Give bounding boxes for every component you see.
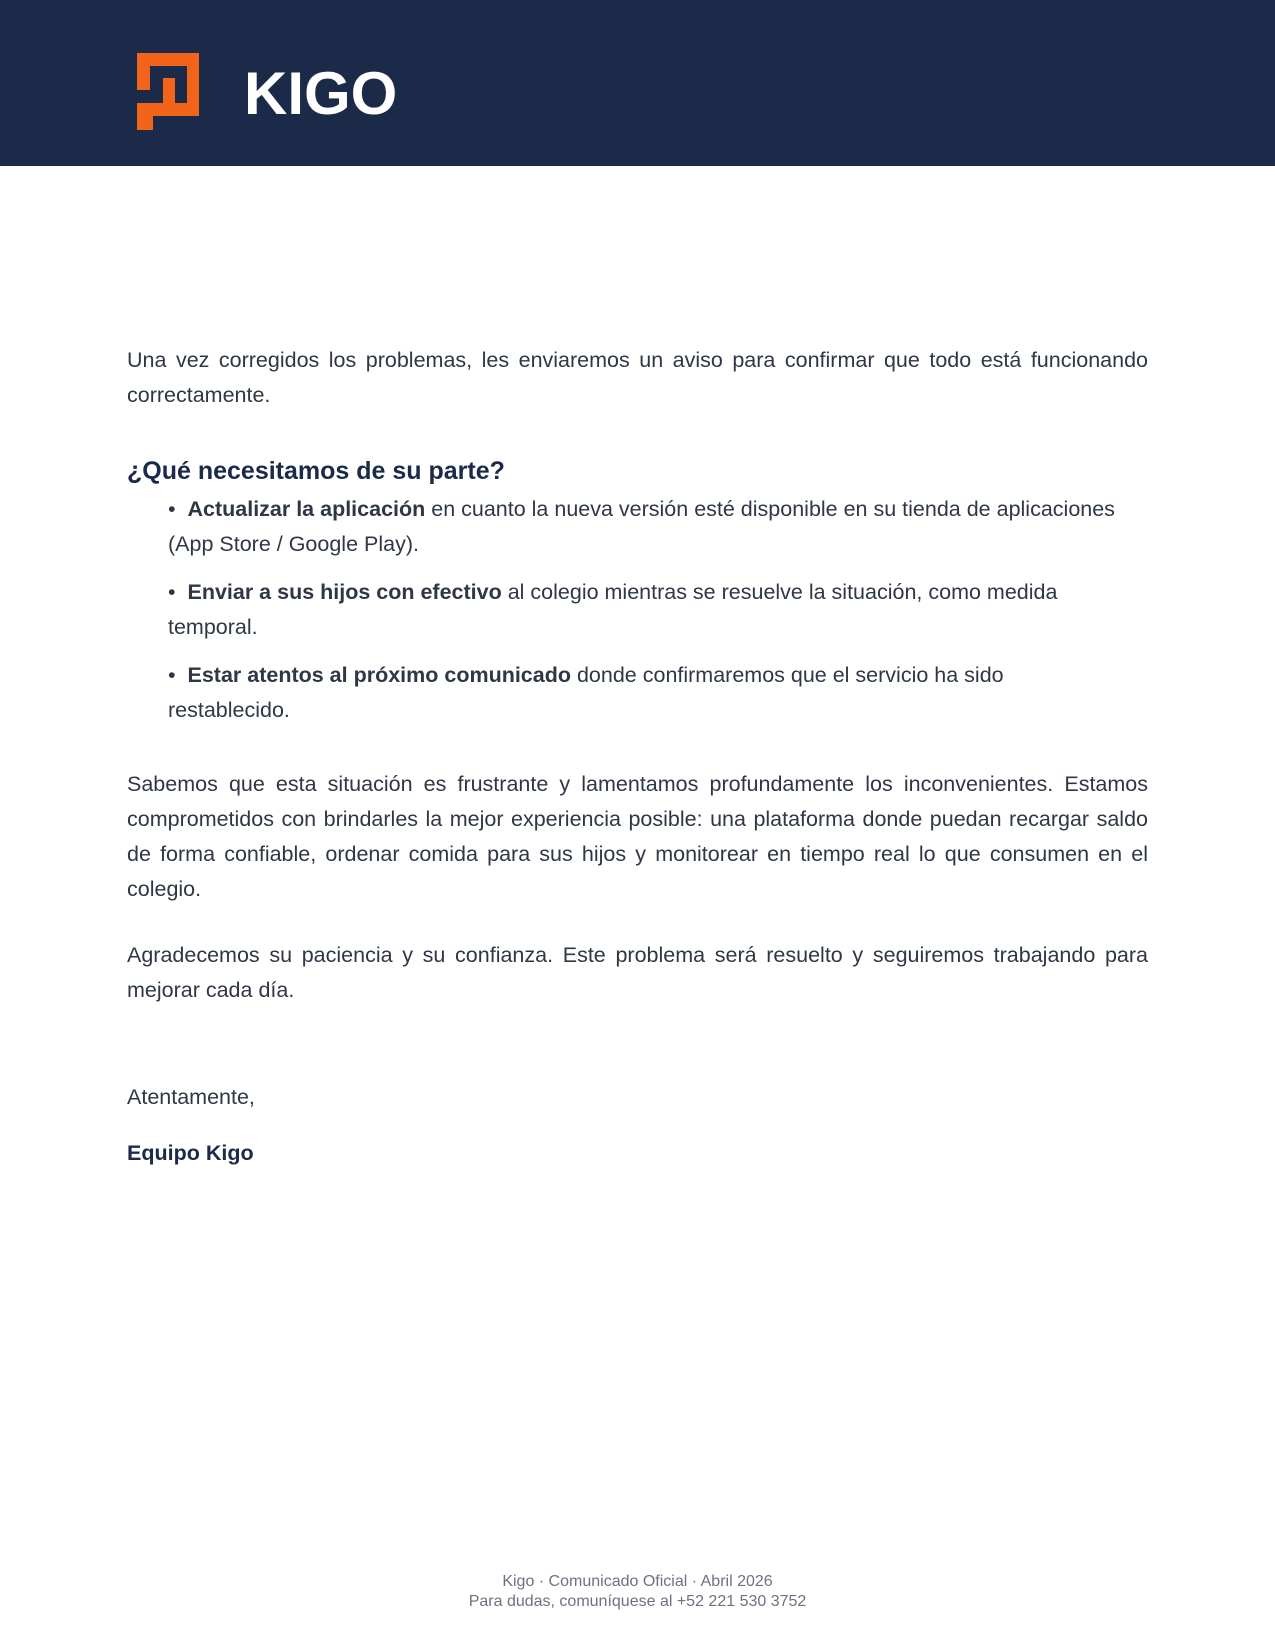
- footer-line-1: Kigo · Comunicado Oficial · Abril 2026: [502, 1573, 773, 1590]
- brand-name: KIGO: [244, 60, 398, 127]
- bullet-item: • Actualizar la aplicación en cuanto la nueva versión esté disponible en su tienda de aplicaciones (App Store / Google Play).: [168, 497, 1115, 556]
- bullet-item: • Estar atentos al próximo comunicado donde confirmaremos que el servicio ha sido restablecido.: [168, 663, 1004, 722]
- bullet-bold: Actualizar la aplicación: [187, 497, 426, 521]
- section-heading: ¿Qué necesitamos de su parte?: [127, 457, 505, 485]
- kigo-logo-icon: [137, 53, 200, 131]
- body-paragraph: Sabemos que esta situación es frustrante y lamentamos profundamente los inconvenientes. Estamos comprometidos con brindarles la mejor experiencia posible: una plataforma donde puedan recargar saldo de forma confiable, ordenar comida para sus hijos y monitorear en tiempo real lo que consumen en el colegio.: [127, 772, 1148, 901]
- bullet-item: • Enviar a sus hijos con efectivo al colegio mientras se resuelve la situación, como medida temporal.: [168, 580, 1058, 639]
- intro-paragraph: Una vez corregidos los problemas, les enviaremos un aviso para confirmar que todo está funcionando correctamente.: [127, 348, 1148, 407]
- bullet-text: donde confirmaremos que el servicio ha sido restablecido.: [168, 663, 1004, 722]
- salutation: Atentamente,: [127, 1085, 255, 1109]
- bullet-bold: Enviar a sus hijos con efectivo: [187, 580, 502, 604]
- bullet-bold: Estar atentos al próximo comunicado: [187, 663, 571, 687]
- header: [0, 0, 1275, 166]
- bullet-text: al colegio mientras se resuelve la situación, como medida temporal.: [168, 580, 1058, 639]
- signature: Equipo Kigo: [127, 1141, 254, 1165]
- body-paragraph: Agradecemos su paciencia y su confianza. Este problema será resuelto y seguiremos trabajando para mejorar cada día.: [127, 943, 1148, 1002]
- bullet-text: en cuanto la nueva versión esté disponible en su tienda de aplicaciones (App Store / Google Play).: [168, 497, 1115, 556]
- footer-line-2: Para dudas, comuníquese al +52 221 530 3752: [468, 1593, 807, 1610]
